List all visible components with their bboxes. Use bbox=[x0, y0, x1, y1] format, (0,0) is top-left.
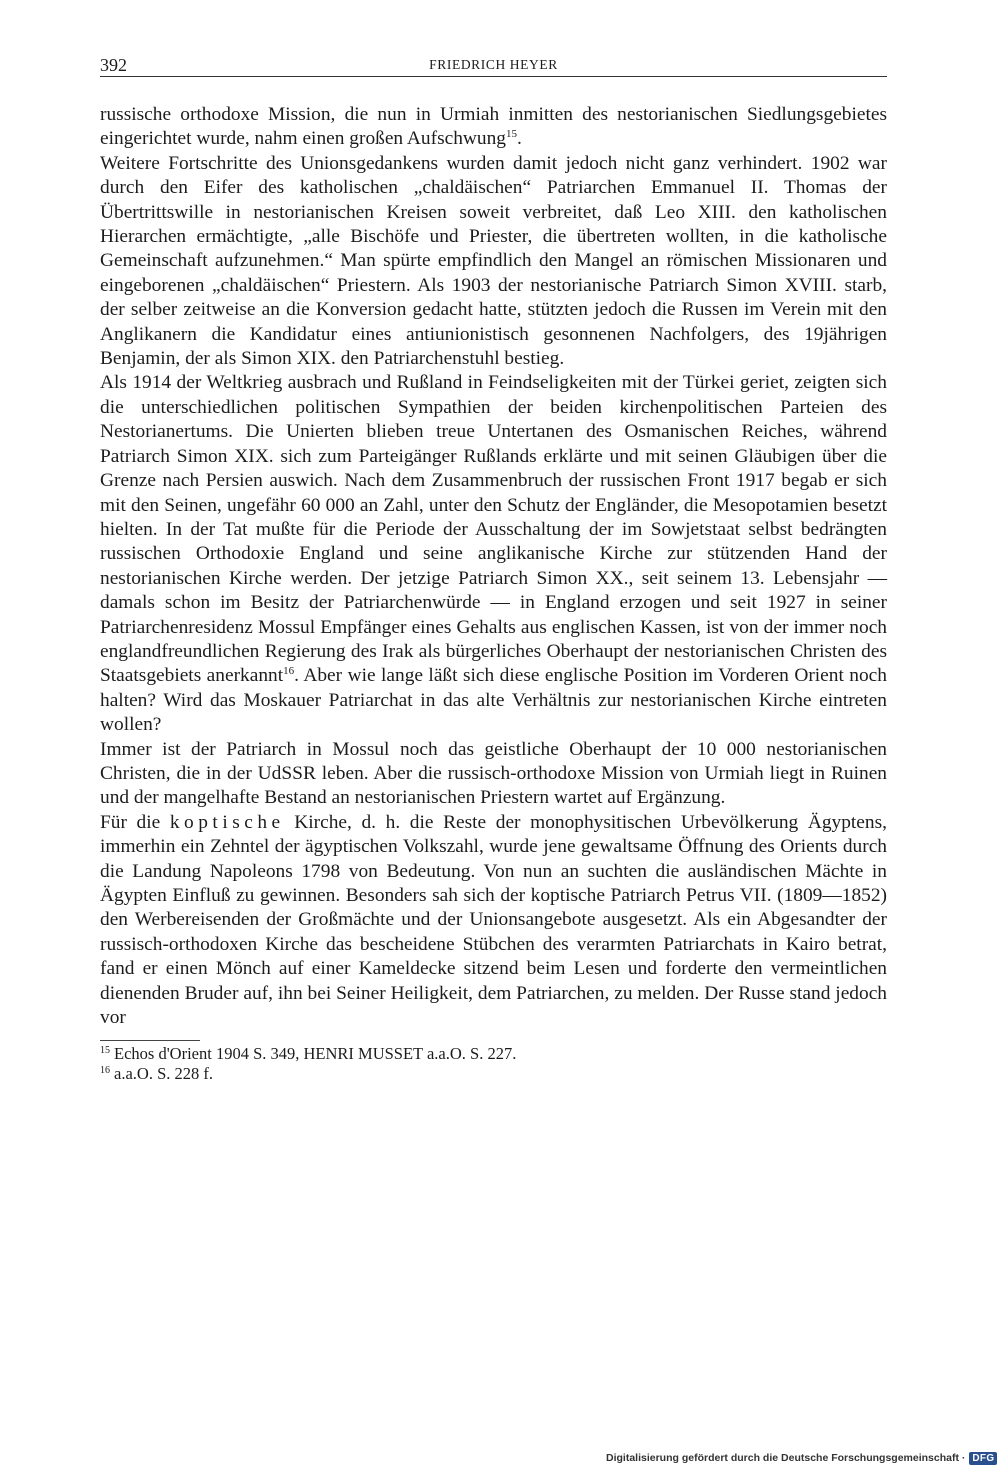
paragraph: Als 1914 der Weltkrieg ausbrach und Rußland in Feindseligkeiten mit der Türkei geriet, zeigten sich die unterschiedlichen politischen Sympathien der beiden kirchenpolitischen Parteien des Nestorianertums. Die Unierten blieben treue Untertanen des Osmanischen Reiches, während Patriarch Simon XIX. sich zum Parteigänger Rußlands erklärte und mit seinen Gläubigen über die Grenze nach Persien auswich. Nach dem Zusammenbruch der russischen Front 1917 begab er sich mit den Seinen, ungefähr 60 000 an Zahl, unter den Schutz der Engländer, die Mesopotamien besetzt hielten. In der Tat mußte für die Periode der Ausschaltung der im Sowjetstaat selbst bedrängten russischen Orthodoxie England und seine anglikanische Kirche zur stützenden Hand der nestorianischen Kirche werden. Der jetzige Patriarch Simon XX., seit seinem 13. Lebensjahr — damals schon im Besitz der Patriarchenwürde — in England erzogen und seit 1927 in seiner Patriarchenresidenz Mossul Empfänger eines Gehalts aus englischen Kassen, ist von der immer noch englandfreundlichen Regierung des Irak als bürgerliches Oberhaupt der nestorianischen Christen des Staatsgebiets anerkannt$^{16}$. Aber wie lange läßt sich diese englische Position im Vorderen Orient noch halten? Wird das Moskauer Patriarchat in das alte Verhältnis zur nestorianischen Kirche eintreten wollen? bbox=[100, 372, 887, 736]
emphasized-word: koptische bbox=[169, 811, 285, 833]
paragraph: Für die koptische Kirche, d. h. die Reste der monophysitischen Urbevölkerung Ägyptens, immerhin ein Zehntel der ägyptischen Volkszahl, wurde jene gewaltsame Öffnung des Orients durch die Landung Napoleons 1798 von Bedeutung. Von nun an suchten die ausländischen Mächte in Ägypten Einfluß zu gewinnen. Besonders sah sich der koptische Patriarch Petrus VII. (1809—1852) den Werbereisenden der Großmächte und der Unionsangebote ausgesetzt. Als ein Abgesandter der russisch-orthodoxen Kirche das bescheidene Stübchen des verarmten Patriarchats in Kairo betrat, fand er einen Mönch auf einer Kameldecke sitzend beim Lesen und forderte den vermeintlichen dienenden Bruder auf, ihn bei Seiner Heiligkeit, dem Patriarchen, zu melden. Der Russe stand jedoch vor bbox=[100, 811, 887, 1029]
running-title: FRIEDRICH HEYER bbox=[429, 57, 558, 72]
page bbox=[100, 52, 887, 1083]
footnotes bbox=[100, 1044, 887, 1083]
dfg-logo: DFG bbox=[969, 1452, 997, 1465]
footnote-text: Echos d'Orient 1904 S. 349, HENRI MUSSET a.a.O. S. 227. bbox=[114, 1044, 517, 1064]
digitization-credit bbox=[606, 1449, 997, 1467]
footnote-text: a.a.O. S. 228 f. bbox=[114, 1063, 213, 1083]
body-text bbox=[100, 103, 887, 1030]
paragraph: Immer ist der Patriarch in Mossul noch das geistliche Oberhaupt der 10 000 nestorianischen Christen, die in der UdSSR leben. Aber die russisch-orthodoxe Mission von Urmiah liegt in Ruinen und der mangelhafte Bestand an nestorianischen Priestern wartet auf Ergänzung. bbox=[100, 738, 887, 809]
credit-text: Digitalisierung gefördert durch die Deutsche Forschungsgemeinschaft · bbox=[606, 1452, 966, 1464]
footnote-number: 15 bbox=[100, 1045, 110, 1057]
footnote bbox=[100, 1064, 887, 1084]
running-header bbox=[100, 52, 887, 77]
footnote-number: 16 bbox=[100, 1064, 110, 1076]
footnote-rule bbox=[100, 1040, 200, 1041]
footnote-ref[interactable]: 15 bbox=[506, 128, 518, 141]
paragraph: russische orthodoxe Mission, die nun in Urmiah inmitten des nestorianischen Siedlungsgebietes eingerichtet wurde, nahm einen großen Aufschwung$^{15}$. bbox=[100, 104, 887, 150]
footnote-ref[interactable]: 16 bbox=[283, 665, 295, 678]
page-number: 392 bbox=[100, 55, 127, 75]
footnote bbox=[100, 1044, 887, 1064]
paragraph: Weitere Fortschritte des Unionsgedankens wurden damit jedoch nicht ganz verhindert. 1902 war durch den Eifer des katholischen „chaldäischen“ Patriarchen Emmanuel II. Thomas der Übertrittswille in nestorianischen Kreisen soweit verbreitet, daß Leo XIII. den katholischen Hierarchen ermächtigte, „alle Bischöfe und Priester, die übertreten wollten, in die katholische Gemeinschaft aufzunehmen.“ Man spürte empfindlich den Mangel an römischen Missionaren und eingeborenen „chaldäischen“ Priestern. Als 1903 der nestorianische Patriarch Simon XVIII. starb, der selber zeitweise an die Konversion gedacht hatte, stützten jedoch die Russen im Verein mit den Anglikanern die Kandidatur eines antiunionistisch gesonnenen Nachfolgers, des 19jährigen Benjamin, der als Simon XIX. den Patriarchenstuhl bestieg. bbox=[100, 152, 887, 370]
